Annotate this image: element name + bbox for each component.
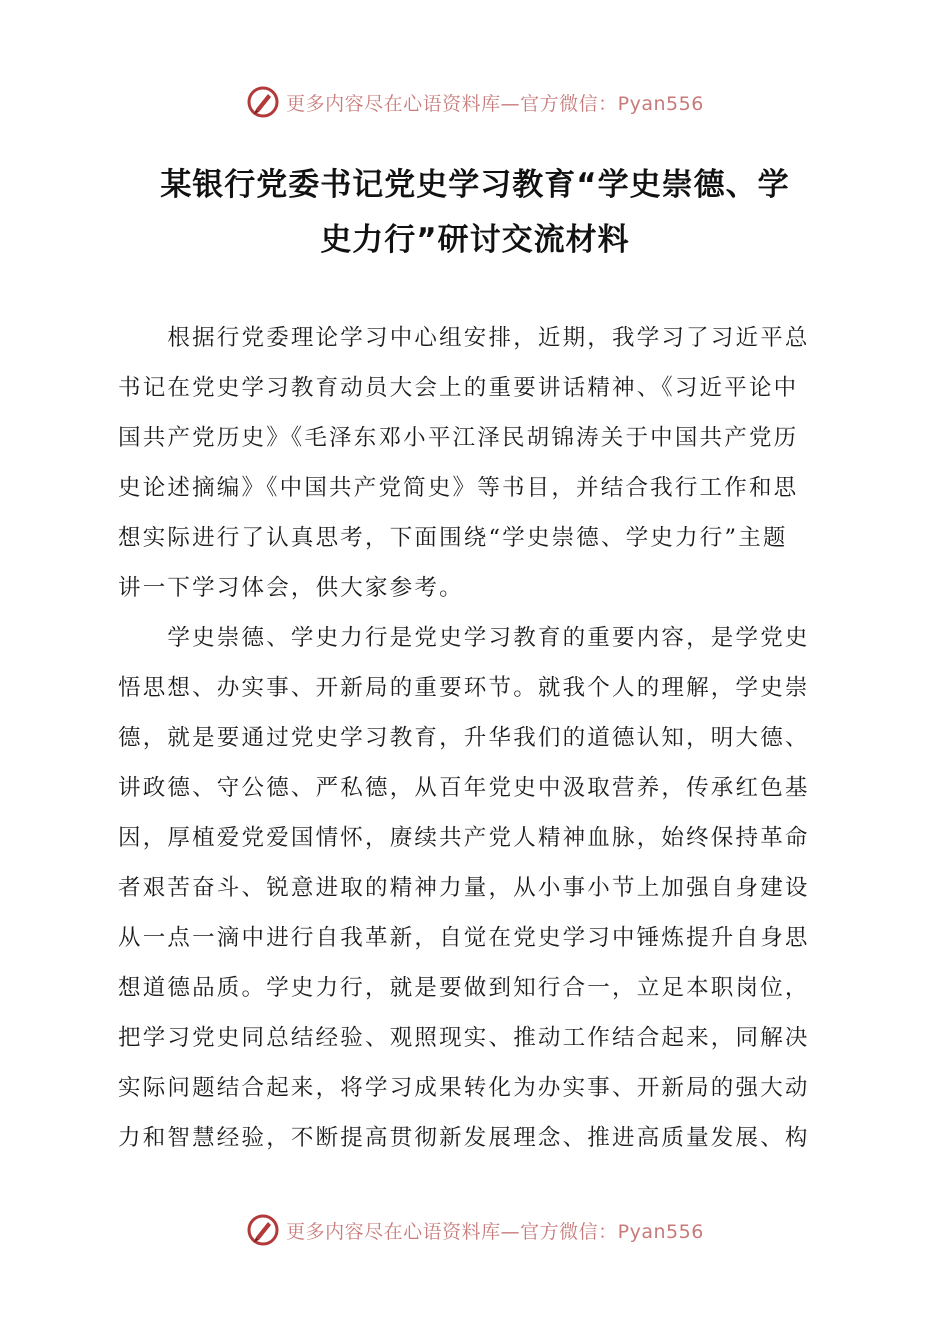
document-body	[118, 313, 834, 1163]
text-line: 根据行党委理论学习中心组安排，近期，我学习了习近平总	[118, 325, 810, 351]
paragraph	[118, 313, 834, 613]
banner-text: 更多内容尽在心语资料库—官方微信：Pyan556	[286, 92, 704, 115]
text-line: 从一点一滴中进行自我革新，自觉在党史学习中锤炼提升自身思	[118, 925, 810, 951]
text-line: 史论述摘编》《中国共产党简史》等书目，并结合我行工作和思	[118, 475, 799, 501]
title-line: 史力行”研讨交流材料	[320, 222, 630, 258]
text-line: 国共产党历史》《毛泽东邓小平江泽民胡锦涛关于中国共产党历	[118, 425, 799, 451]
text-line: 讲政德、守公德、严私德，从百年党史中汲取营养，传承红色基	[118, 775, 810, 801]
text-line: 实际问题结合起来，将学习成果转化为办实事、开新局的强大动	[118, 1075, 810, 1101]
document-title	[80, 158, 870, 268]
pen-logo-icon	[246, 1213, 280, 1247]
pen-logo-icon	[246, 85, 280, 119]
text-line: 者艰苦奋斗、锐意进取的精神力量，从小事小节上加强自身建设	[118, 875, 810, 901]
text-line: 力和智慧经验，不断提高贯彻新发展理念、推进高质量发展、构	[118, 1125, 810, 1151]
text-line: 因，厚植爱党爱国情怀，赓续共产党人精神血脉，始终保持革命	[118, 825, 810, 851]
text-line: 把学习党史同总结经验、观照现实、推动工作结合起来，同解决	[118, 1025, 810, 1051]
banner-text: 更多内容尽在心语资料库—官方微信：Pyan556	[286, 1220, 704, 1243]
text-line: 书记在党史学习教育动员大会上的重要讲话精神、《习近平论中	[118, 375, 799, 401]
text-line: 讲一下学习体会，供大家参考。	[118, 575, 464, 601]
paragraph	[118, 613, 834, 1163]
title-line: 某银行党委书记党史学习教育“学史崇德、学	[160, 167, 790, 203]
text-line: 想实际进行了认真思考，下面围绕“学史崇德、学史力行”主题	[118, 525, 788, 551]
text-line: 悟思想、办实事、开新局的重要环节。就我个人的理解，学史崇	[118, 675, 810, 701]
text-line: 学史崇德、学史力行是党史学习教育的重要内容，是学党史	[118, 625, 810, 651]
header-banner	[0, 82, 950, 122]
footer-banner	[0, 1210, 950, 1250]
text-line: 德，就是要通过党史学习教育，升华我们的道德认知，明大德、	[118, 725, 810, 751]
text-line: 想道德品质。学史力行，就是要做到知行合一，立足本职岗位，	[118, 975, 810, 1001]
